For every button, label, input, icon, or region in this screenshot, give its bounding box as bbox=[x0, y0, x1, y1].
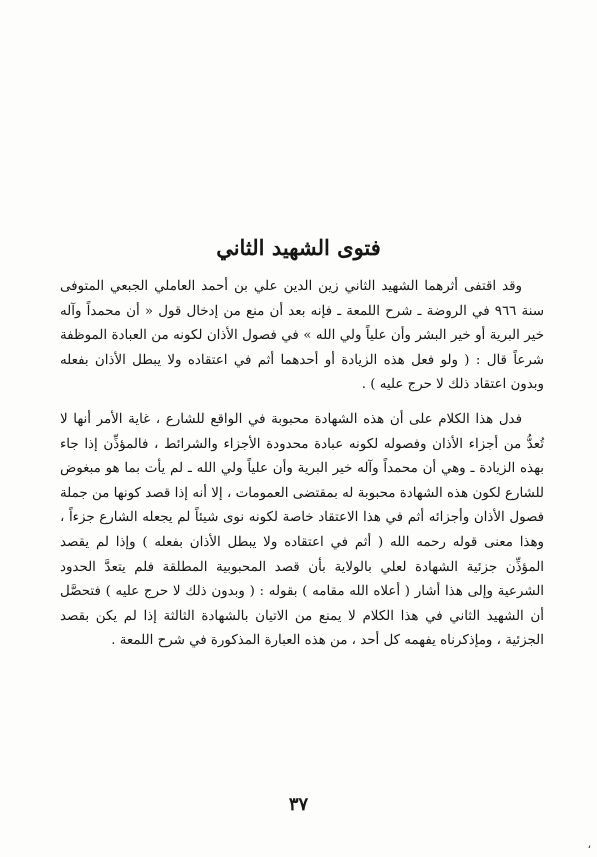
paragraph-2: فدل هذا الكلام على أن هذه الشهادة محبوبة في الواقع للشارع ، غاية الأمر أنها لا تُعدُّ من أجزاء الأذان وفصوله لكونه عبادة محدودة الأجزاء والشرائط ، فالمؤذِّن إذا جاء بهذه الزيادة ـ وهي أن محمداً وآله خير البرية وأن علياً ولي الله ـ لم يأت بما هو مبغوض للشارع لكون هذه الشهادة محبوبة له بمقتضى العمومات ، إلا أنه إذا قصد كونها من جملة فصول الأذان وأجزائه أثم في هذا الاعتقاد خاصة لكونه نوى شيئاً لم يجعله الشارع جزءاً ، وهذا معنى قوله رحمه الله ( أثم في اعتقاده ولا يبطل الأذان بفعله ) وإذا لم يقصد المؤذِّن جزئية الشهادة لعلي بالولاية بأن قصد المحبوبية المطلقة فلم يتعدَّ الحدود الشرعية وإلى هذا أشار ( أعلاه الله مقامه ) بقوله : ( وبدون ذلك لا حرج عليه ) فتحصَّل أن الشهيد الثاني في هذا الكلام لا يمنع من الاتيان بالشهادة الثالثة إذا لم يكن بقصد الجزئية ، ومإذكرناه يفهمه كل أحد ، من هذه العبارة المذكورة في شرح اللمعة . bbox=[60, 411, 544, 649]
page-number: ٣٧ bbox=[288, 794, 309, 815]
body-text bbox=[60, 275, 544, 654]
paragraph-1: وقد اقتفى أثرهما الشهيد الثاني زين الدين علي بن أحمد العاملي الجبعي المتوفى سنة ٩٦٦ في الروضة ـ شرح اللمعة ـ فإنه بعد أن منع من إدخال قول « أن محمداً وآله خير البرية أو خير البشر وأن علياً ولي الله » في فصول الأذان لكونه من العبادة الموظفة شرعاً قال : ( ولو فعل هذه الزيادة أو أحدهما أثم في اعتقاده ولا يبطل الأذان بفعله وبدون اعتقاد ذلك لا حرج عليه ) . bbox=[60, 279, 544, 393]
corner-mark: ، bbox=[587, 838, 591, 851]
section-title: فتوى الشهيد الثاني bbox=[216, 235, 381, 260]
